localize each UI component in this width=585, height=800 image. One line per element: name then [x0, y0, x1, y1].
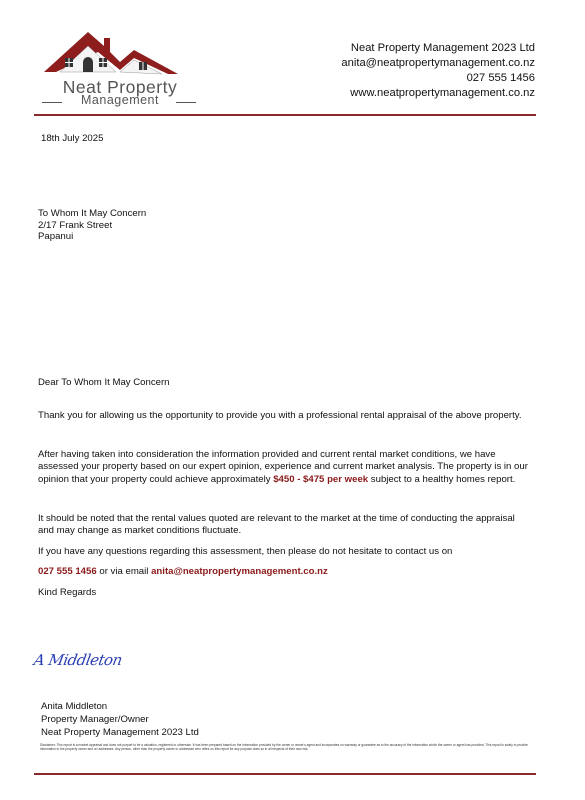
logo-name: Neat Property [62, 77, 178, 97]
contact-mid-text: or via email [96, 566, 152, 577]
letter-date: 18th July 2025 [41, 133, 104, 144]
contact-line [38, 566, 528, 578]
recipient-line: To Whom It May Concern [38, 208, 147, 219]
company-name: Neat Property Management 2023 Ltd [350, 42, 535, 54]
contact-email-link[interactable]: anita@neatpropertymanagement.co.nz [151, 566, 328, 577]
signoff-title: Property Manager/Owner [41, 713, 149, 725]
recipient-line: Papanui [38, 231, 74, 242]
company-phone: 027 555 1456 [466, 72, 535, 84]
company-email: anita@neatpropertymanagement.co.nz [341, 57, 535, 69]
recipient-address [38, 208, 146, 243]
company-website: www.neatpropertymanagement.co.nz [350, 87, 535, 99]
paragraph-intro: Thank you for allowing us the opportunity to provide you with a professional rental appraisal of the above property. [38, 410, 522, 421]
assessment-text: After having taken into consideration the information provided and current rental market conditions, we have assessed your property based on our expert opinion, experience and current market analysis. The property is in our opinion that your property could achieve approximately [38, 449, 528, 485]
disclaimer: Disclaimer: This report is a market appraisal and does not purport to be a valuation, registered or otherwise. It has been prepared based on the information provided by the owner or owner's agent and incorporates no warranty or guarantee as to the accuracy of the information which the owner or agent has provided. This report is solely to provide information to the property owner and or/ addressee. Any person, other than the property owner or addressee who relies on this report for any purpose does so in all respects of their own risk. [40, 743, 528, 752]
signoff-company: Neat Property Management 2023 Ltd [41, 726, 199, 738]
paragraph-questions: If you have any questions regarding this assessment, then please do not hesitate to contact us on [38, 546, 453, 557]
salutation: Dear To Whom It May Concern [38, 377, 170, 388]
logo-subtitle-text: Management [81, 93, 159, 107]
paragraph-assessment [38, 449, 528, 486]
signoff-name: Anita Middleton [41, 701, 108, 712]
company-contact-block [341, 41, 535, 101]
signoff-block [41, 701, 199, 739]
closing: Kind Regards [38, 587, 97, 598]
signature: A Middleton [32, 651, 124, 669]
logo-subtitle [40, 94, 200, 110]
recipient-line: 2/17 Frank Street [38, 219, 113, 231]
contact-phone-link[interactable]: 027 555 1456 [38, 566, 97, 577]
header-divider [34, 114, 536, 116]
footer-divider [34, 773, 536, 775]
paragraph-note: It should be noted that the rental values quoted are relevant to the market at the time of conducting the appraisal and may change as market conditions fluctuate. [38, 513, 515, 537]
rent-estimate: $450 - $475 per week [273, 473, 369, 485]
assessment-text-end: subject to a healthy homes report. [368, 473, 516, 485]
